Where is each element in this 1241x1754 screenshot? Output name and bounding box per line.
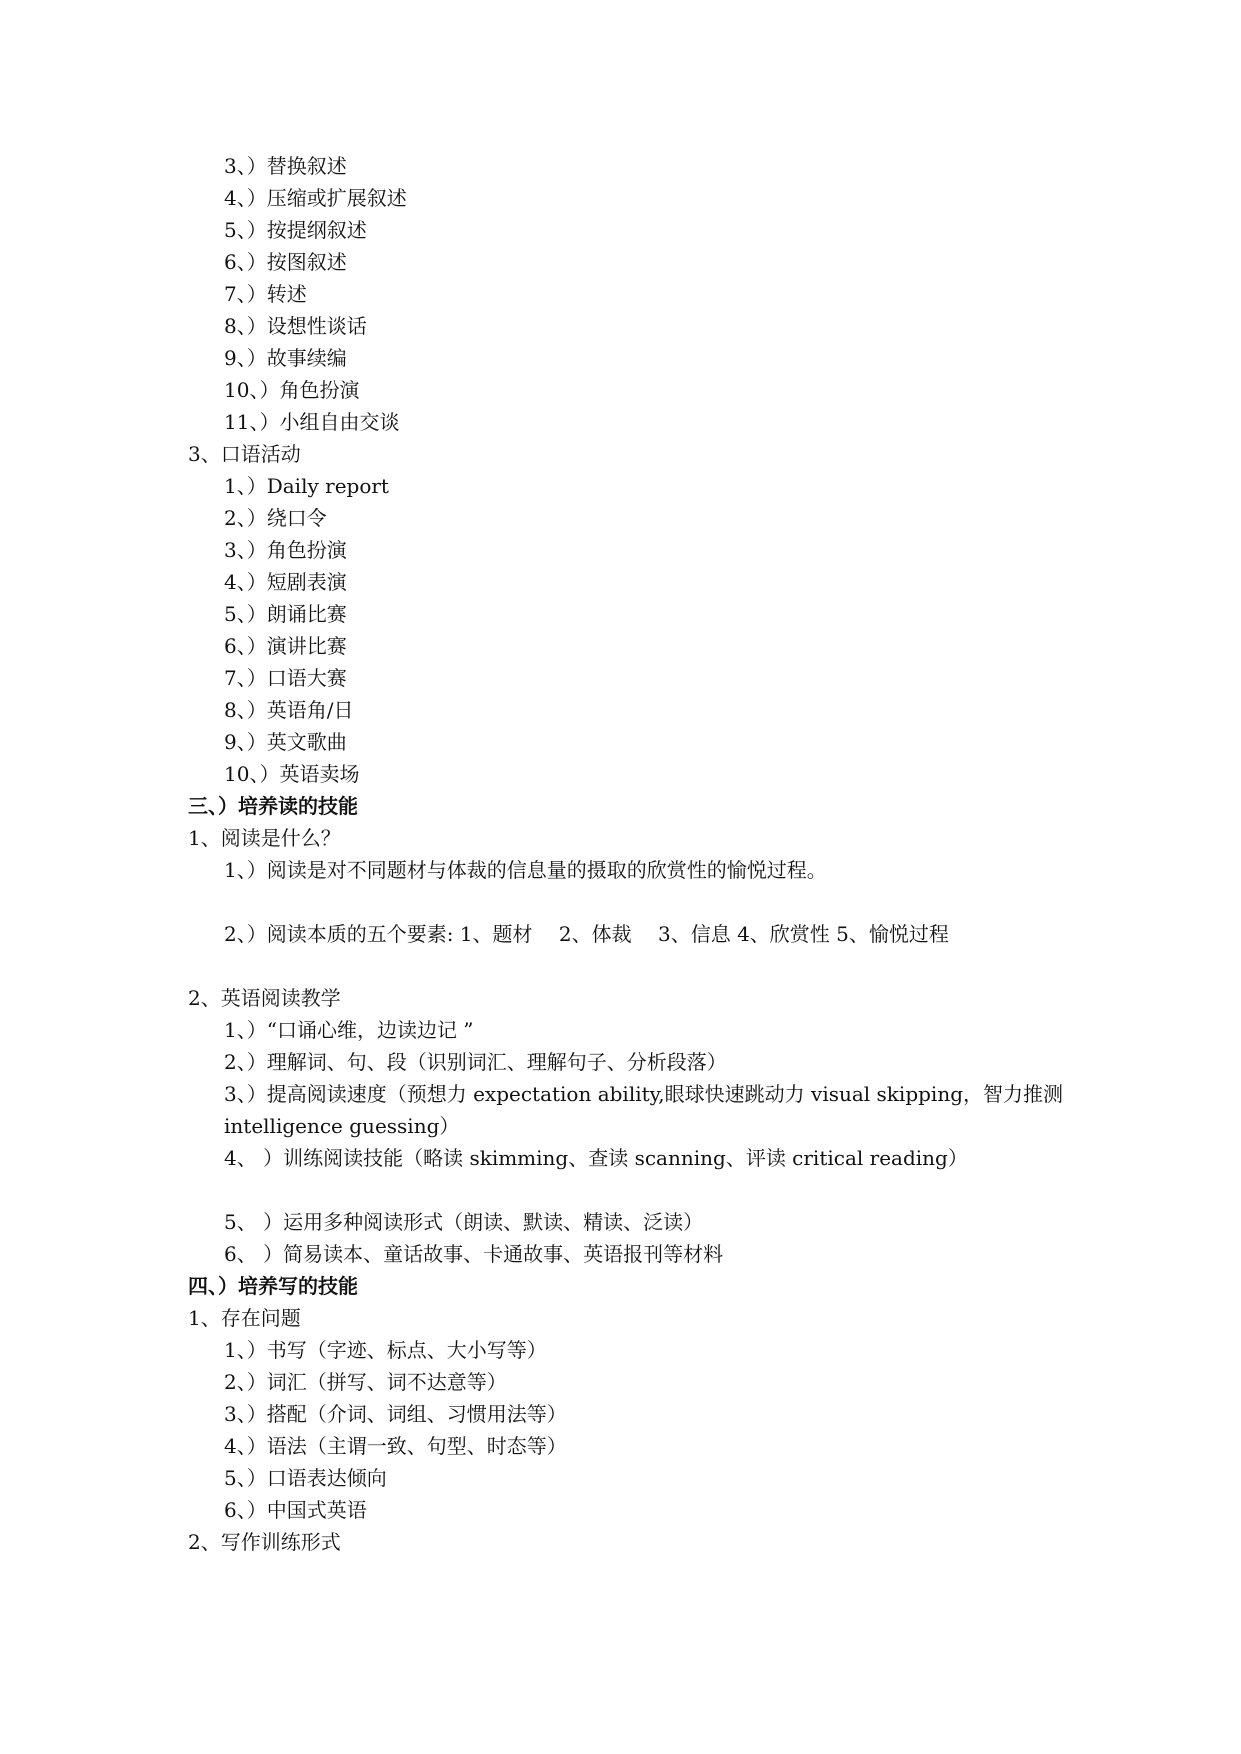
list-item: 10、）角色扮演 [224,378,360,402]
section-item: 2、英语阅读教学 [188,986,341,1010]
list-item: 5、）朗诵比赛 [224,602,347,626]
list-item: 9、）英文歌曲 [224,730,347,754]
list-item: 7、）口语大赛 [224,666,347,690]
list-item: 4、）短剧表演 [224,570,347,594]
list-item: 2、）词汇（拼写、词不达意等） [224,1370,507,1394]
list-item: 5、 ）运用多种阅读形式（朗读、默读、精读、泛读） [224,1210,704,1234]
list-item: 5、）按提纲叙述 [224,218,367,242]
list-item: 4、）语法（主谓一致、句型、时态等） [224,1434,567,1458]
list-item: 3、）搭配（介词、词组、习惯用法等） [224,1402,567,1426]
section-item: 2、写作训练形式 [188,1530,341,1554]
list-item-continuation: intelligence guessing） [224,1114,460,1138]
list-item: 5、）口语表达倾向 [224,1466,387,1490]
list-item: 3、）提高阅读速度（预想力 expectation ability,眼球快速跳动力 visual skipping，智力推测 [224,1082,1064,1106]
list-item: 9、）故事续编 [224,346,347,370]
list-item: 6、 ）简易读本、童话故事、卡通故事、英语报刊等材料 [224,1242,724,1266]
list-item: 1、）阅读是对不同题材与体裁的信息量的摄取的欣赏性的愉悦过程。 [224,858,827,882]
list-item: 3、）角色扮演 [224,538,347,562]
list-item: 8、）英语角/日 [224,698,354,722]
list-item: 1、）“口诵心维，边读边记 ” [224,1018,474,1042]
list-item: 1、）书写（字迹、标点、大小写等） [224,1338,547,1362]
list-item: 6、）中国式英语 [224,1498,367,1522]
list-item: 7、）转述 [224,282,307,306]
list-item: 1、）Daily report [224,474,389,498]
list-item: 11、）小组自由交谈 [224,410,400,434]
section-item: 1、阅读是什么？ [188,826,341,850]
section-heading: 四、）培养写的技能 [188,1274,358,1298]
list-item: 4、）压缩或扩展叙述 [224,186,407,210]
section-item: 3、口语活动 [188,442,301,466]
list-item: 2、）理解词、句、段（识别词汇、理解句子、分析段落） [224,1050,727,1074]
list-item: 10、）英语卖场 [224,762,360,786]
list-item: 2、）阅读本质的五个要素: 1、题材 2、体裁 3、信息 4、欣赏性 5、愉悦过程 [224,922,949,946]
list-item: 6、）按图叙述 [224,250,347,274]
list-item: 3、）替换叙述 [224,154,347,178]
list-item: 4、 ）训练阅读技能（略读 skimming、查读 scanning、评读 critical reading） [224,1146,968,1170]
list-item: 6、）演讲比赛 [224,634,347,658]
list-item: 8、）设想性谈话 [224,314,367,338]
section-item: 1、存在问题 [188,1306,301,1330]
list-item: 2、）绕口令 [224,506,327,530]
section-heading: 三、）培养读的技能 [188,794,358,818]
